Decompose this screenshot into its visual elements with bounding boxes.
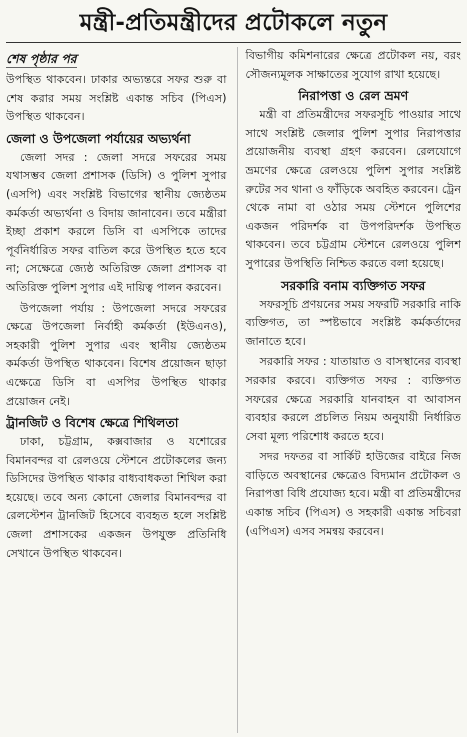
- article-columns: [6, 47, 461, 733]
- left-paragraph-1: উপস্থিত থাকবেন। ঢাকার অভ্যন্তরে সফর শুরু বা শেষ করার সময় সংশ্লিষ্ট একান্ত সচিব (পিএস) উপস্থিত থাকবেন।: [6, 73, 227, 124]
- right-paragraph-3: সফরসূচি প্রণয়নের সময় সফরটি সরকারি নাকি ব্যক্তিগত, তা স্পষ্টভাবে সংশ্লিষ্ট কর্মকর্তাদের জানাতে হবে।: [245, 297, 461, 348]
- left-paragraph-2: জেলা সদর : জেলা সদরে সফরের সময় যথাসম্ভব জেলা প্রশাসক (ডিসি) ও পুলিশ সুপার (এসপি) এবং সংশ্লিষ্ট বিভাগের স্থানীয় জ্যেষ্ঠতম কর্মকর্তা অভ্যর্থনা ও বিদায় জানাবেন। তবে মন্ত্রীরা ইচ্ছা প্রকাশ করলে ডিসি বা এসপিকে তাদের পূর্বনির্ধারিত সফর বাতিল করে উপস্থিত হতে হবে না; সেক্ষেত্রে জ্যেষ্ঠ অতিরিক্ত জেলা প্রশাসক বা অতিরিক্ত পুলিশ সুপার এই দায়িত্ব পালন করবেন।: [6, 150, 227, 294]
- right-paragraph-5: সদর দফতর বা সার্কিট হাউজের বাইরে নিজ বাড়িতে অবস্থানের ক্ষেত্রেও বিদ্যমান প্রটোকল ও নিরাপত্তা বিধি প্রযোজ্য হবে। মন্ত্রী বা প্রতিমন্ত্রীদের একান্ত সচিব (পিএস) ও সহকারী একান্ত সচিবরা (এপিএস) এসব সমন্বয় করবেন।: [245, 450, 461, 538]
- right-paragraph-2: মন্ত্রী বা প্রতিমন্ত্রীদের সফরসূচি পাওয়ার সাথে সাথে সংশ্লিষ্ট জেলার পুলিশ সুপার নিরাপত্তার প্রয়োজনীয় ব্যবস্থা গ্রহণ করবেন। রেলযোগে ভ্রমণের ক্ষেত্রে রেলওয়ে পুলিশ সুপার সংশ্লিষ্ট রুটের সব থানা ও ফাঁড়িকে অবহিত করবেন। ট্রেন থেকে নামা বা ওঠার সময় স্টেশনে পুলিশের একজন পরিদর্শক বা উপপরিদর্শক উপস্থিত থাকবেন। তবে চট্টগ্রাম স্টেশনে রেলওয়ে পুলিশ সুপারের উপস্থিতি নিশ্চিত করতে বলা হয়েছে।: [245, 108, 461, 270]
- subheading-transit: ট্রানজিট ও বিশেষ ক্ষেত্রে শিথিলতা: [6, 415, 179, 431]
- subheading-district-reception: জেলা ও উপজেলা পর্যায়ের অভ্যর্থনা: [6, 130, 191, 146]
- headline: মন্ত্রী-প্রতিমন্ত্রীদের প্রটোকলে নতুন: [6, 4, 461, 43]
- left-paragraph-4: ঢাকা, চট্টগ্রাম, কক্সবাজার ও যশোরের বিমানবন্দর বা রেলওয়ে স্টেশনে প্রটোকলের জন্য ডিসিদের উপস্থিত থাকার বাধ্যবাধকতা শিথিল করা হয়েছে। তবে অন্য কোনো জেলার বিমানবন্দর বা রেলস্টেশন ট্রানজিট হিসেবে ব্যবহৃত হলে সংশ্লিষ্ট জেলা প্রশাসকের একজন উপযুক্ত প্রতিনিধি সেখানে উপস্থিত থাকবেন।: [6, 435, 227, 560]
- subheading-official-vs-private: সরকারি বনাম ব্যক্তিগত সফর: [281, 277, 426, 293]
- right-paragraph-1: বিভাগীয় কমিশনারের ক্ষেত্রে প্রটোকল নয়, বরং সৌজন্যমূলক সাক্ষাতের সুযোগ রাখা হয়েছে।: [245, 49, 461, 81]
- right-paragraph-4: সরকারি সফর : যাতায়াত ও বাসস্থানের ব্যবস্থা সরকার করবে। ব্যক্তিগত সফর : ব্যক্তিগত সফরের ক্ষেত্রে সরকারি যানবাহন বা আবাসন ব্যবহার করলে প্রচলিত নিয়ম অনুযায়ী নির্ধারিত সেবা মূল্য পরিশোধ করতে হবে।: [245, 355, 461, 443]
- continued-label: শেষ পৃষ্ঠার পর: [6, 51, 77, 66]
- left-column: [6, 47, 227, 733]
- left-paragraph-3: উপজেলা পর্যায় : উপজেলা সদরে সফরের ক্ষেত্রে উপজেলা নির্বাহী কর্মকর্তা (ইউএনও), সহকারী পুলিশ সুপার এবং স্থানীয় জ্যেষ্ঠতম কর্মকর্তা উপস্থিত থাকবেন। বিশেষ প্রয়োজন ছাড়া এক্ষেত্রে ডিসি বা এসপির উপস্থিত থাকার প্রয়োজন নেই।: [6, 301, 227, 408]
- subheading-security-rail: নিরাপত্তা ও রেল ভ্রমণ: [298, 88, 409, 104]
- right-column: [237, 47, 462, 733]
